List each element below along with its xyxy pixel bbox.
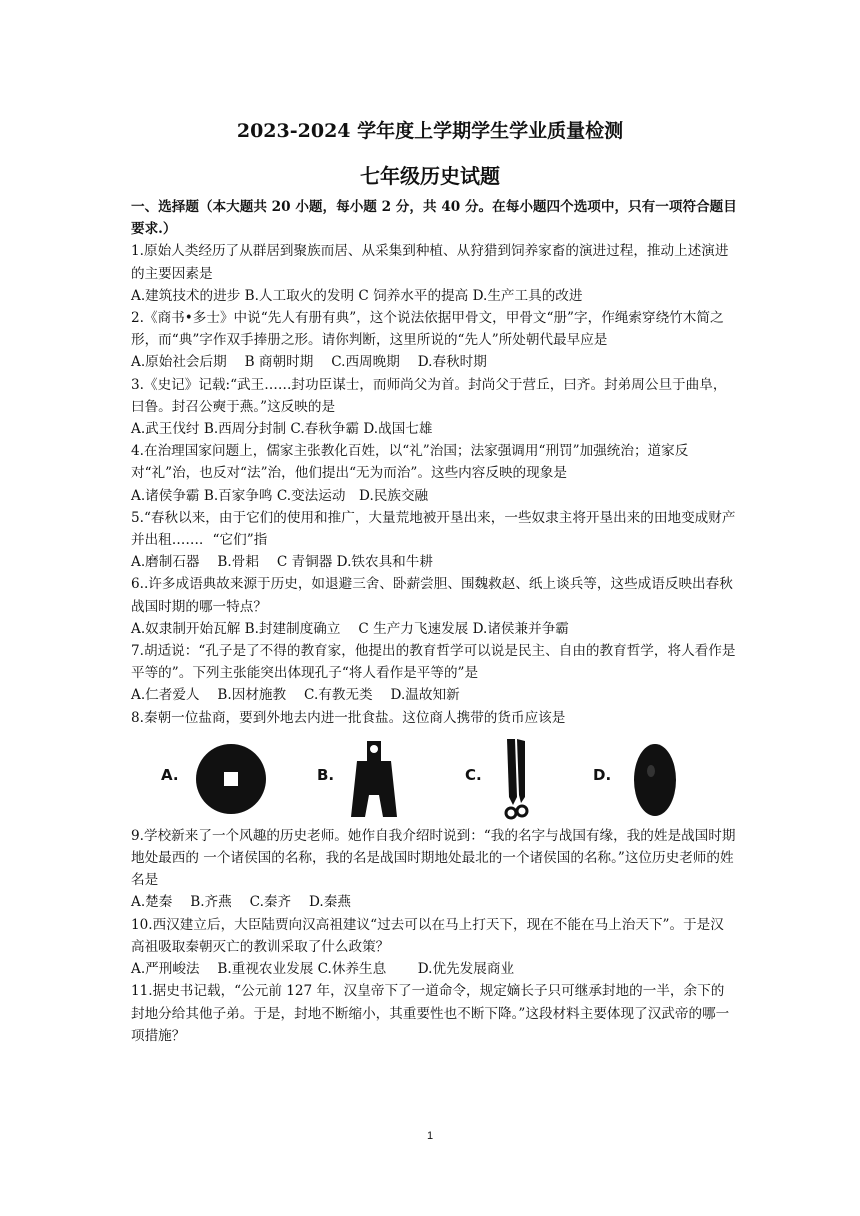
question-1-options: A.建筑技术的进步 B.人工取火的发明 C 饲养水平的提高 D.生产工具的改进	[131, 287, 583, 304]
question-1-stem: 1.原始人类经历了从群居到聚族而居、从采集到种植、从狩猎到饲养家畜的演进过程，推动上述演进的主要因素是	[131, 243, 729, 282]
page-number: 1	[426, 1130, 434, 1142]
question-4-options: A.诸侯争霸 B.百家争鸣 C.变法运动 D.民族交融	[131, 487, 429, 504]
coin-label-c: C.	[465, 765, 482, 784]
coin-options-figure	[131, 737, 737, 821]
question-7-stem: 7.胡适说：“孔子是了不得的教育家，他提出的教育哲学可以说是民主、自由的教育哲学，将人看作是平等的”。下列主张能突出体现孔子“将人看作是平等的”是	[131, 643, 736, 682]
question-5-options: A.磨制石器 B.骨耜 C 青铜器 D.铁农具和牛耕	[131, 554, 433, 571]
question-3-options: A.武王伐纣 B.西周分封制 C.春秋争霸 D.战国七雄	[131, 421, 433, 438]
question-9-stem: 9.学校新来了一个风趣的历史老师。她作自我介绍时说到：“我的名字与战国有缘，我的姓是战国时期地处最西的 一个诸侯国的名称，我的名是战国时期地处最北的一个诸侯国的名称。”这位历史老师的姓名是	[131, 827, 736, 889]
question-8-stem: 8.秦朝一位盐商，要到外地去内进一批食盐。这位商人携带的货币应该是	[131, 709, 566, 726]
exam-title: 2023-2024 学年度上学期学生学业质量检测	[236, 120, 624, 142]
ant-nose-coin-icon	[629, 741, 681, 819]
coin-label-d: D.	[593, 765, 612, 784]
spade-coin-icon	[347, 739, 401, 819]
question-11-stem: 11.据史书记载，“公元前 127 年，汉皇帝下了一道命令，规定嫡长子只可继承封地的一半，余下的封地分给其他子弟。于是，封地不断缩小，其重要性也不断下降。”这段材料主要体现了汉武帝的哪一项措施？	[131, 983, 730, 1044]
question-6-stem: 6..许多成语典故来源于历史，如退避三舍、卧薪尝胆、围魏救赵、纸上谈兵等，这些成语反映出春秋战国时期的哪一特点？	[131, 576, 733, 615]
question-10-stem: 10.西汉建立后，大臣陆贾向汉高祖建议“过去可以在马上打天下，现在不能在马上治天下”。于是汉高祖吸取秦朝灭亡的教训采取了什么政策？	[131, 916, 724, 955]
question-5-stem: 5.“春秋以来，由于它们的使用和推广，大量荒地被开垦出来，一些奴隶主将开垦出来的田地变成财产并出租……．“它们”指	[131, 509, 736, 549]
section-heading: 一、选择题（本大题共 20 小题，每小题 2 分，共 40 分。在每小题四个选项中，只有一项符合题目要求.）	[131, 199, 737, 238]
knife-coin-icon	[495, 737, 535, 821]
exam-content	[131, 196, 737, 1047]
question-2-stem: 2.《商书•多士》中说“先人有册有典”，这个说法依据甲骨文，甲骨文“册”字，作绳索穿绕竹木简之形，而“典”字作双手捧册之形。请你判断，这里所说的“先人”所处朝代最早应是	[131, 310, 724, 349]
question-7-options: A.仁者爱人 B.因材施教 C.有教无类 D.温故知新	[131, 687, 460, 704]
coin-label-b: B.	[317, 765, 335, 784]
exam-subtitle: 七年级历史试题	[360, 164, 500, 188]
coin-label-a: A.	[161, 765, 179, 784]
question-4-stem: 4.在治理国家问题上，儒家主张教化百姓，以“礼”治国；法家强调用“刑罚”加强统治；道家反对“礼”治，也反对“法”治，他们提出“无为而治”。这些内容反映的现象是	[131, 443, 689, 482]
question-2-options: A.原始社会后期 B 商朝时期 C.西周晚期 D.春秋时期	[131, 354, 487, 371]
question-3-stem: 3.《史记》记载:“武王……封功臣谋士，而师尚父为首。封尚父于营丘，曰齐。封弟周公旦于曲阜，曰鲁。封召公奭于燕。”这反映的是	[131, 376, 727, 415]
round-coin-icon	[193, 741, 269, 817]
question-9-options: A.楚秦 B.齐燕 C.秦齐 D.秦燕	[131, 894, 351, 911]
question-10-options: A.严刑峻法 B.重视农业发展 C.休养生息 D.优先发展商业	[131, 961, 515, 978]
question-6-options: A.奴隶制开始瓦解 B.封建制度确立 C 生产力飞速发展 D.诸侯兼并争霸	[131, 620, 569, 637]
